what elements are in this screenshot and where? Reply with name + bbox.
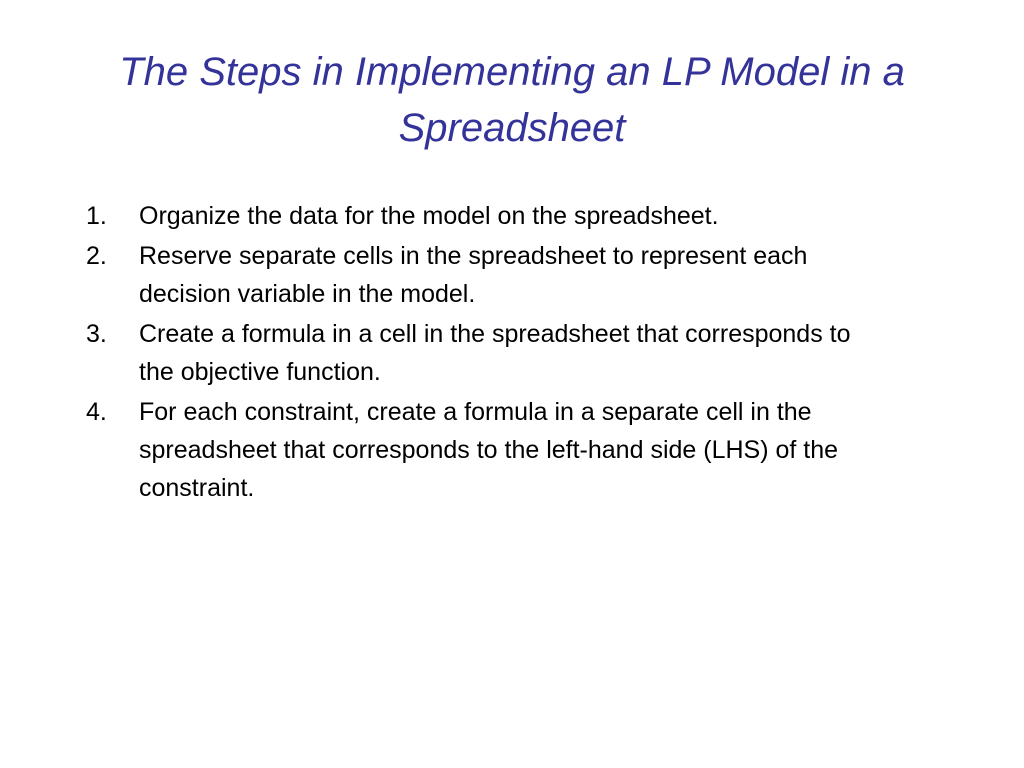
step-1-text xyxy=(139,197,996,235)
step-1 xyxy=(86,197,996,235)
implementation-steps-list xyxy=(86,197,996,509)
step-1-number: 1. xyxy=(86,202,107,230)
step-4 xyxy=(86,393,996,507)
step-4-line-3: constraint. xyxy=(139,474,255,502)
step-4-text xyxy=(139,393,996,507)
step-2-line-2: decision variable in the model. xyxy=(139,280,476,308)
slide-title xyxy=(40,44,984,156)
step-2 xyxy=(86,237,996,313)
step-4-line-2: spreadsheet that corresponds to the left-hand side (LHS) of the xyxy=(139,436,839,464)
step-3-line-1: Create a formula in a cell in the spreadsheet that corresponds to xyxy=(139,320,851,348)
step-4-number: 4. xyxy=(86,398,107,426)
slide-title-line-1: The Steps in Implementing an LP Model in a xyxy=(119,50,905,94)
step-2-number: 2. xyxy=(86,242,107,270)
slide-title-line-2: Spreadsheet xyxy=(398,106,626,150)
step-3-number: 3. xyxy=(86,320,107,348)
step-1-line-1: Organize the data for the model on the spreadsheet. xyxy=(139,202,719,230)
step-3-line-2: the objective function. xyxy=(139,358,381,386)
step-3 xyxy=(86,315,996,391)
step-4-line-1: For each constraint, create a formula in a separate cell in the xyxy=(139,398,812,426)
step-2-text xyxy=(139,237,996,313)
step-3-text xyxy=(139,315,996,391)
step-2-line-1: Reserve separate cells in the spreadsheet to represent each xyxy=(139,242,808,270)
